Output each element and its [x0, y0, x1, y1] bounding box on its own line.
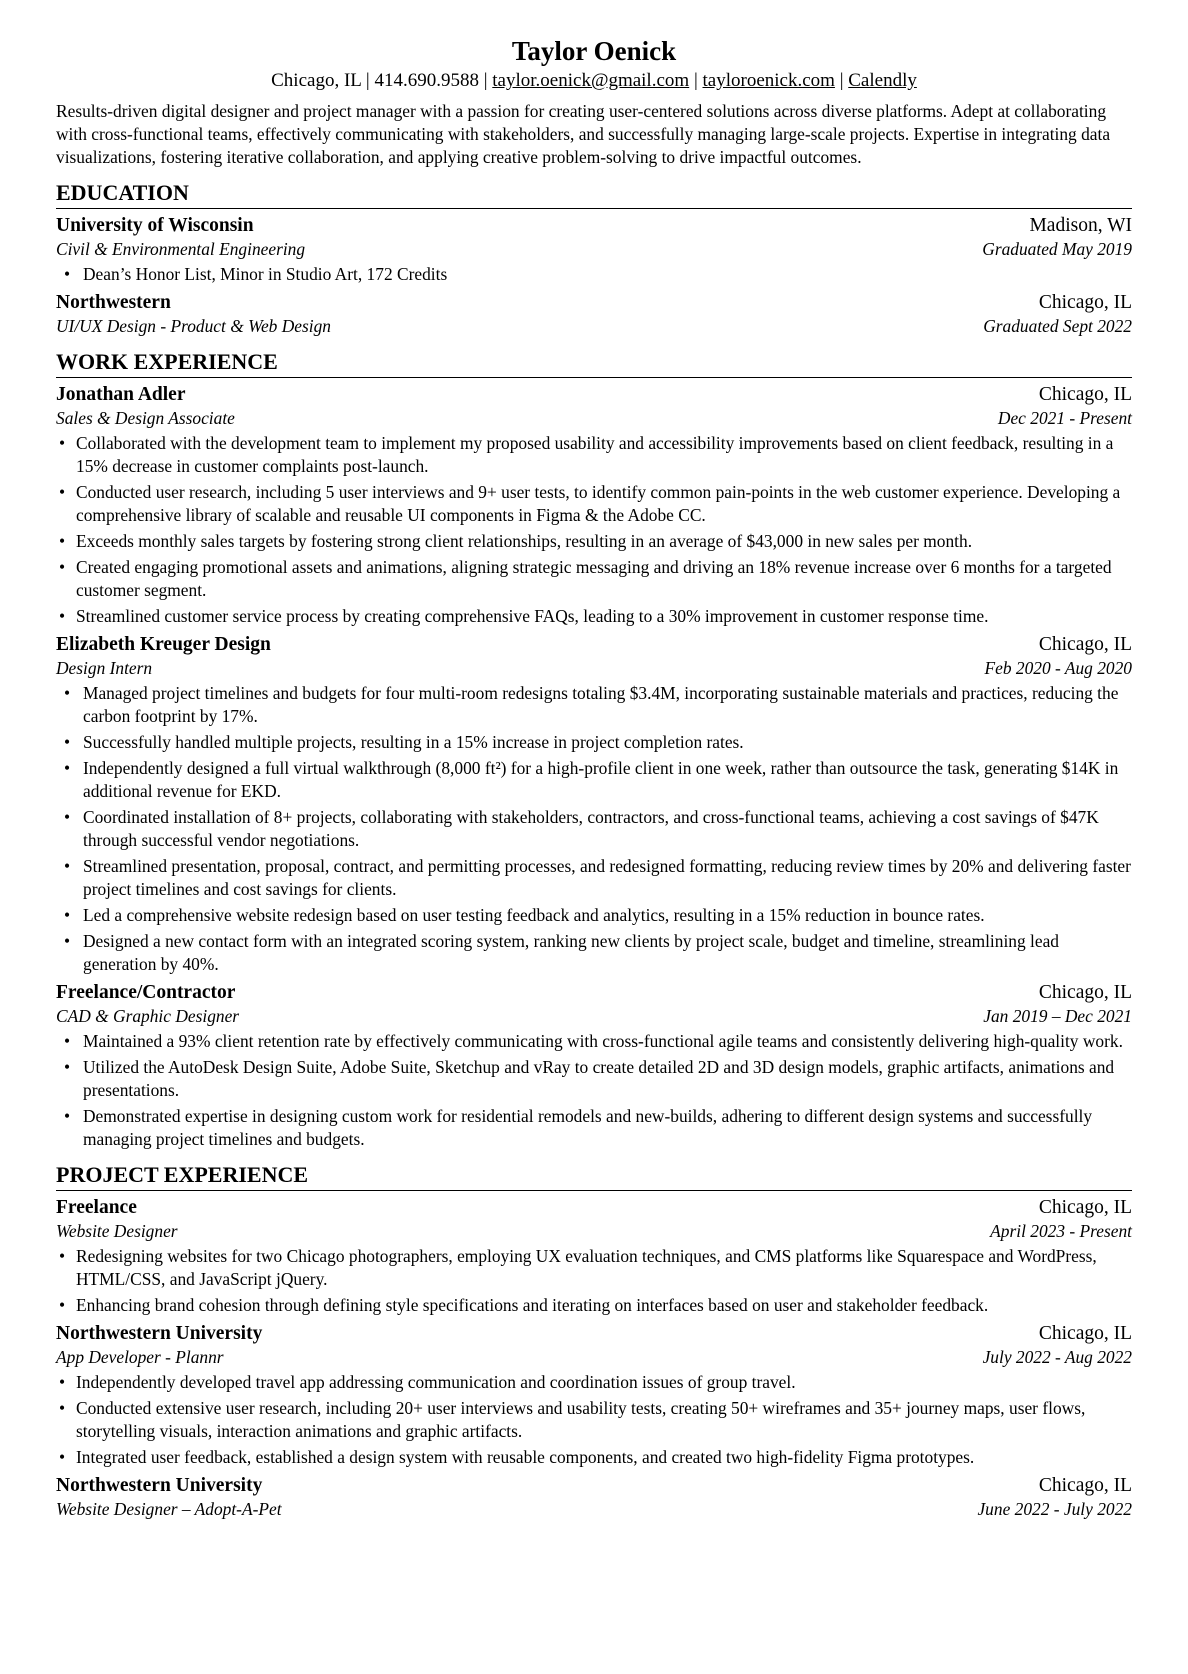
bullet-item: • Managed project timelines and budgets for four multi-room redesigns totaling $3.4M, incorporating sustainable materials and practices, reducing the carbon footprint by 17%. — [56, 682, 1132, 728]
bullet-item: • Redesigning websites for two Chicago photographers, employing UX evaluation techniques, and CMS platforms like Squarespace and WordPress, HTML/CSS, and JavaScript jQuery. — [56, 1245, 1132, 1291]
entry-role: Website Designer – Adopt-A-Pet — [56, 1499, 282, 1519]
bullet-item: • Led a comprehensive website redesign based on user testing feedback and analytics, resulting in a 15% reduction in bounce rates. — [56, 904, 1132, 927]
section-title-education: EDUCATION — [56, 179, 1132, 209]
bullet-item: • Utilized the AutoDesk Design Suite, Adobe Suite, Sketchup and vRay to create detailed 2D and 3D design models, graphic artifacts, animations and presentations. — [56, 1056, 1132, 1102]
entry-dates: April 2023 - Present — [990, 1221, 1132, 1241]
contact-location-phone: Chicago, IL | 414.690.9588 | — [271, 70, 493, 91]
bullet-item: • Integrated user feedback, established a design system with reusable components, and created two high-fidelity Figma prototypes. — [56, 1446, 1132, 1469]
bullet-item: • Streamlined presentation, proposal, contract, and permitting processes, and redesigned formatting, reducing review times by 20% and delivering faster project timelines and cost savings for clients. — [56, 855, 1132, 901]
entry-role: UI/UX Design - Product & Web Design — [56, 316, 331, 336]
entry-dates: Graduated May 2019 — [982, 239, 1132, 259]
entry-org: Elizabeth Kreuger Design — [56, 634, 271, 655]
entry-dates: July 2022 - Aug 2022 — [982, 1347, 1132, 1367]
entry-location: Chicago, IL — [1038, 1323, 1132, 1344]
bullet-item: • Streamlined customer service process by creating comprehensive FAQs, leading to a 30% improvement in customer response time. — [56, 605, 1132, 628]
entry-location: Chicago, IL — [1038, 1197, 1132, 1218]
website-link[interactable]: tayloroenick.com — [702, 70, 835, 91]
bullet-item: • Maintained a 93% client retention rate by effectively communicating with cross-functional agile teams and consistently delivering high-quality work. — [56, 1030, 1132, 1053]
section-title-projects: PROJECT EXPERIENCE — [56, 1161, 1132, 1191]
entry-role: App Developer - Plannr — [56, 1347, 224, 1367]
entry-location: Chicago, IL — [1038, 384, 1132, 405]
bullet-item: • Independently developed travel app addressing communication and coordination issues of group travel. — [56, 1371, 1132, 1394]
bullet-item: • Designed a new contact form with an integrated scoring system, ranking new clients by project scale, budget and timeline, streamlining lead generation by 40%. — [56, 930, 1132, 976]
bullet-item: • Successfully handled multiple projects, resulting in a 15% increase in project completion rates. — [56, 731, 1132, 754]
entry-role: Design Intern — [56, 658, 153, 678]
email-link[interactable]: taylor.oenick@gmail.com — [492, 70, 690, 91]
candidate-name: Taylor Oenick — [511, 36, 677, 66]
entry-dates: Dec 2021 - Present — [997, 408, 1132, 428]
entry-dates: Graduated Sept 2022 — [983, 316, 1132, 336]
bullet-item: • Conducted extensive user research, including 20+ user interviews and usability tests, creating 50+ wireframes and 35+ journey maps, user flows, storytelling visuals, interaction animations and graphic artifacts. — [56, 1397, 1132, 1443]
entry-location: Chicago, IL — [1038, 1475, 1132, 1496]
entry-dates: June 2022 - July 2022 — [977, 1499, 1132, 1519]
bullet-item: • Enhancing brand cohesion through defining style specifications and iterating on interfaces based on user and stakeholder feedback. — [56, 1294, 1132, 1317]
contact-separator: | — [834, 70, 849, 91]
entry-location: Madison, WI — [1029, 215, 1132, 236]
bullet-item: • Independently designed a full virtual walkthrough (8,000 ft²) for a high-profile client in one week, rather than outsource the task, generating $14K in additional revenue for EKD. — [56, 757, 1132, 803]
entry-role: Website Designer — [56, 1221, 178, 1241]
work-entry — [56, 382, 1132, 628]
contact-separator: | — [689, 70, 703, 91]
entry-dates: Feb 2020 - Aug 2020 — [984, 658, 1132, 678]
education-entry — [56, 213, 1132, 286]
section-title-work: WORK EXPERIENCE — [56, 348, 1132, 378]
bullet-item: • Conducted user research, including 5 user interviews and 9+ user tests, to identify common pain-points in the web customer experience. Developing a comprehensive library of scalable and reusable UI components in Figma & the Adobe CC. — [56, 481, 1132, 527]
entry-org: Northwestern — [56, 292, 171, 313]
entry-org: Northwestern University — [56, 1475, 263, 1496]
calendly-link[interactable]: Calendly — [848, 70, 917, 91]
summary-paragraph: Results-driven digital designer and project manager with a passion for creating user-centered solutions across diverse platforms. Adept at collaborating with cross-functional teams, effectively communicating with stakeholders, and successfully managing large-scale projects. Expertise in integrating data visualizations, fostering iterative collaboration, and applying creative problem-solving to drive impactful outcomes. — [56, 101, 1111, 167]
project-entry — [56, 1321, 1132, 1469]
bullet-item: • Exceeds monthly sales targets by fostering strong client relationships, resulting in an average of $43,000 in new sales per month. — [56, 530, 1132, 553]
entry-dates: Jan 2019 – Dec 2021 — [983, 1006, 1132, 1026]
bullet-item: • Dean’s Honor List, Minor in Studio Art, 172 Credits — [56, 263, 1132, 286]
project-entry — [56, 1195, 1132, 1317]
bullet-item: • Coordinated installation of 8+ projects, collaborating with stakeholders, contractors, and cross-functional teams, achieving a cost savings of $47K through successful vendor negotiations. — [56, 806, 1132, 852]
contact-line — [56, 68, 1132, 94]
work-entry — [56, 632, 1132, 976]
bullet-item: • Demonstrated expertise in designing custom work for residential remodels and new-builds, adhering to different design systems and successfully managing project timelines and budgets. — [56, 1105, 1132, 1151]
entry-role: Civil & Environmental Engineering — [56, 239, 306, 259]
bullet-item: • Collaborated with the development team to implement my proposed usability and accessibility improvements based on client feedback, resulting in a 15% decrease in customer complaints post-launch. — [56, 432, 1132, 478]
bullet-item: • Created engaging promotional assets and animations, aligning strategic messaging and driving an 18% revenue increase over 6 months for a targeted customer segment. — [56, 556, 1132, 602]
entry-role: CAD & Graphic Designer — [56, 1006, 240, 1026]
project-entry — [56, 1473, 1132, 1521]
entry-org: University of Wisconsin — [56, 215, 254, 236]
entry-org: Jonathan Adler — [56, 384, 186, 405]
entry-org: Freelance — [56, 1197, 137, 1218]
education-entry — [56, 290, 1132, 338]
entry-role: Sales & Design Associate — [56, 408, 235, 428]
work-entry — [56, 980, 1132, 1151]
entry-org: Freelance/Contractor — [56, 982, 236, 1003]
entry-location: Chicago, IL — [1038, 982, 1132, 1003]
entry-location: Chicago, IL — [1038, 292, 1132, 313]
entry-org: Northwestern University — [56, 1323, 263, 1344]
entry-location: Chicago, IL — [1038, 634, 1132, 655]
